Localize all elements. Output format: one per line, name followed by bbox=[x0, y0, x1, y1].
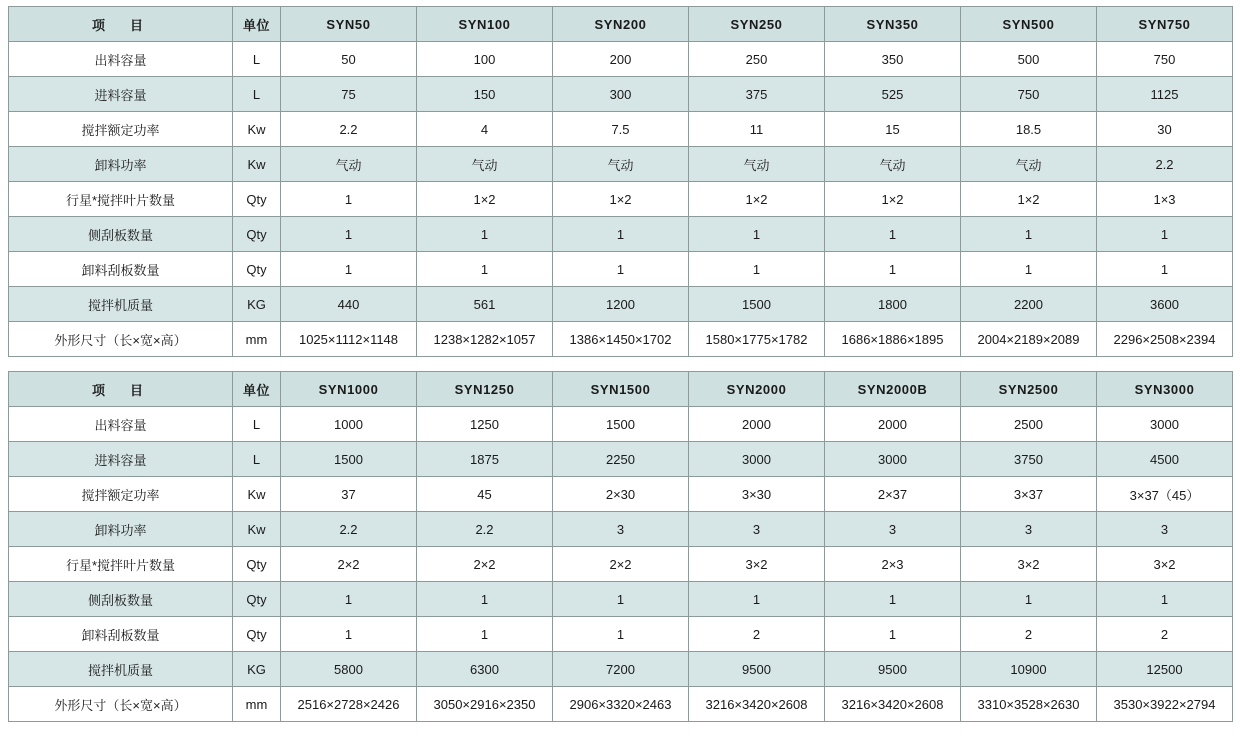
cell-value: 2500 bbox=[961, 407, 1097, 442]
cell-value: 1 bbox=[281, 252, 417, 287]
header-model: SYN2000 bbox=[689, 372, 825, 407]
row-label: 进料容量 bbox=[9, 442, 233, 477]
row-label: 侧刮板数量 bbox=[9, 217, 233, 252]
cell-value: 气动 bbox=[689, 147, 825, 182]
cell-value: 9500 bbox=[825, 652, 961, 687]
cell-value: 1 bbox=[417, 582, 553, 617]
cell-value: 1 bbox=[689, 252, 825, 287]
cell-value: 12500 bbox=[1097, 652, 1233, 687]
row-label: 外形尺寸（长×宽×高） bbox=[9, 322, 233, 357]
cell-value: 1 bbox=[281, 182, 417, 217]
row-unit: L bbox=[233, 77, 281, 112]
cell-value: 2×3 bbox=[825, 547, 961, 582]
row-label: 行星*搅拌叶片数量 bbox=[9, 547, 233, 582]
table-row bbox=[9, 147, 1233, 182]
header-model: SYN500 bbox=[961, 7, 1097, 42]
header-model: SYN100 bbox=[417, 7, 553, 42]
cell-value: 1 bbox=[961, 252, 1097, 287]
row-unit: Qty bbox=[233, 582, 281, 617]
row-label: 搅拌额定功率 bbox=[9, 477, 233, 512]
table-row bbox=[9, 77, 1233, 112]
cell-value: 3050×2916×2350 bbox=[417, 687, 553, 722]
cell-value: 1 bbox=[281, 217, 417, 252]
row-label: 卸料功率 bbox=[9, 512, 233, 547]
row-label: 行星*搅拌叶片数量 bbox=[9, 182, 233, 217]
cell-value: 3 bbox=[961, 512, 1097, 547]
cell-value: 11 bbox=[689, 112, 825, 147]
cell-value: 1500 bbox=[281, 442, 417, 477]
header-model: SYN350 bbox=[825, 7, 961, 42]
cell-value: 6300 bbox=[417, 652, 553, 687]
cell-value: 1 bbox=[281, 617, 417, 652]
cell-value: 3×30 bbox=[689, 477, 825, 512]
cell-value: 3310×3528×2630 bbox=[961, 687, 1097, 722]
cell-value: 气动 bbox=[825, 147, 961, 182]
row-label: 卸料功率 bbox=[9, 147, 233, 182]
row-label: 侧刮板数量 bbox=[9, 582, 233, 617]
cell-value: 3000 bbox=[1097, 407, 1233, 442]
row-label: 进料容量 bbox=[9, 77, 233, 112]
row-unit: Kw bbox=[233, 112, 281, 147]
cell-value: 2000 bbox=[689, 407, 825, 442]
table-row bbox=[9, 42, 1233, 77]
table-row bbox=[9, 477, 1233, 512]
cell-value: 2 bbox=[961, 617, 1097, 652]
cell-value: 2000 bbox=[825, 407, 961, 442]
cell-value: 3 bbox=[1097, 512, 1233, 547]
cell-value: 1 bbox=[553, 582, 689, 617]
cell-value: 3750 bbox=[961, 442, 1097, 477]
header-model: SYN750 bbox=[1097, 7, 1233, 42]
cell-value: 1125 bbox=[1097, 77, 1233, 112]
cell-value: 3 bbox=[689, 512, 825, 547]
cell-value: 7200 bbox=[553, 652, 689, 687]
cell-value: 3 bbox=[825, 512, 961, 547]
cell-value: 2250 bbox=[553, 442, 689, 477]
cell-value: 2 bbox=[689, 617, 825, 652]
cell-value: 10900 bbox=[961, 652, 1097, 687]
cell-value: 1 bbox=[553, 252, 689, 287]
cell-value: 2×37 bbox=[825, 477, 961, 512]
cell-value: 3 bbox=[553, 512, 689, 547]
cell-value: 2.2 bbox=[1097, 147, 1233, 182]
cell-value: 1 bbox=[553, 617, 689, 652]
cell-value: 气动 bbox=[553, 147, 689, 182]
row-unit: KG bbox=[233, 652, 281, 687]
cell-value: 1500 bbox=[553, 407, 689, 442]
cell-value: 2200 bbox=[961, 287, 1097, 322]
header-item: 项 目 bbox=[9, 372, 233, 407]
cell-value: 1 bbox=[825, 617, 961, 652]
cell-value: 150 bbox=[417, 77, 553, 112]
row-label: 搅拌机质量 bbox=[9, 287, 233, 322]
cell-value: 1 bbox=[417, 617, 553, 652]
cell-value: 1×2 bbox=[825, 182, 961, 217]
cell-value: 525 bbox=[825, 77, 961, 112]
cell-value: 1 bbox=[825, 252, 961, 287]
cell-value: 300 bbox=[553, 77, 689, 112]
header-unit: 单位 bbox=[233, 372, 281, 407]
cell-value: 1875 bbox=[417, 442, 553, 477]
row-unit: mm bbox=[233, 322, 281, 357]
cell-value: 1 bbox=[689, 582, 825, 617]
header-unit: 单位 bbox=[233, 7, 281, 42]
cell-value: 7.5 bbox=[553, 112, 689, 147]
cell-value: 3×2 bbox=[689, 547, 825, 582]
cell-value: 1386×1450×1702 bbox=[553, 322, 689, 357]
table-row bbox=[9, 182, 1233, 217]
cell-value: 561 bbox=[417, 287, 553, 322]
table-row bbox=[9, 407, 1233, 442]
cell-value: 1200 bbox=[553, 287, 689, 322]
cell-value: 2.2 bbox=[281, 512, 417, 547]
table-row bbox=[9, 287, 1233, 322]
row-label: 卸料刮板数量 bbox=[9, 617, 233, 652]
cell-value: 1250 bbox=[417, 407, 553, 442]
table-row bbox=[9, 252, 1233, 287]
header-model: SYN2500 bbox=[961, 372, 1097, 407]
cell-value: 250 bbox=[689, 42, 825, 77]
cell-value: 750 bbox=[961, 77, 1097, 112]
row-label: 卸料刮板数量 bbox=[9, 252, 233, 287]
row-label: 搅拌额定功率 bbox=[9, 112, 233, 147]
cell-value: 1 bbox=[1097, 582, 1233, 617]
table-row bbox=[9, 112, 1233, 147]
row-label: 出料容量 bbox=[9, 42, 233, 77]
cell-value: 气动 bbox=[961, 147, 1097, 182]
cell-value: 1025×1112×1148 bbox=[281, 322, 417, 357]
row-unit: Kw bbox=[233, 147, 281, 182]
header-model: SYN2000B bbox=[825, 372, 961, 407]
cell-value: 气动 bbox=[417, 147, 553, 182]
row-unit: L bbox=[233, 442, 281, 477]
cell-value: 1 bbox=[961, 582, 1097, 617]
row-unit: Kw bbox=[233, 477, 281, 512]
row-unit: L bbox=[233, 407, 281, 442]
cell-value: 1000 bbox=[281, 407, 417, 442]
cell-value: 3×37 bbox=[961, 477, 1097, 512]
cell-value: 1 bbox=[961, 217, 1097, 252]
header-model: SYN3000 bbox=[1097, 372, 1233, 407]
cell-value: 3×37（45） bbox=[1097, 477, 1233, 512]
row-unit: Kw bbox=[233, 512, 281, 547]
table-row bbox=[9, 687, 1233, 722]
cell-value: 1238×1282×1057 bbox=[417, 322, 553, 357]
cell-value: 3530×3922×2794 bbox=[1097, 687, 1233, 722]
row-label: 出料容量 bbox=[9, 407, 233, 442]
header-item: 项 目 bbox=[9, 7, 233, 42]
cell-value: 3×2 bbox=[961, 547, 1097, 582]
cell-value: 50 bbox=[281, 42, 417, 77]
row-unit: KG bbox=[233, 287, 281, 322]
table-row bbox=[9, 582, 1233, 617]
cell-value: 1 bbox=[1097, 252, 1233, 287]
table-row bbox=[9, 547, 1233, 582]
cell-value: 2×2 bbox=[281, 547, 417, 582]
row-unit: Qty bbox=[233, 547, 281, 582]
row-unit: Qty bbox=[233, 617, 281, 652]
cell-value: 3216×3420×2608 bbox=[825, 687, 961, 722]
cell-value: 15 bbox=[825, 112, 961, 147]
cell-value: 3000 bbox=[689, 442, 825, 477]
cell-value: 18.5 bbox=[961, 112, 1097, 147]
table-row bbox=[9, 322, 1233, 357]
cell-value: 2004×2189×2089 bbox=[961, 322, 1097, 357]
cell-value: 2296×2508×2394 bbox=[1097, 322, 1233, 357]
cell-value: 45 bbox=[417, 477, 553, 512]
cell-value: 1 bbox=[825, 217, 961, 252]
header-model: SYN1000 bbox=[281, 372, 417, 407]
table-row bbox=[9, 217, 1233, 252]
cell-value: 100 bbox=[417, 42, 553, 77]
cell-value: 9500 bbox=[689, 652, 825, 687]
cell-value: 375 bbox=[689, 77, 825, 112]
cell-value: 500 bbox=[961, 42, 1097, 77]
spec-table-2 bbox=[8, 371, 1233, 722]
cell-value: 3×2 bbox=[1097, 547, 1233, 582]
cell-value: 1×2 bbox=[553, 182, 689, 217]
header-model: SYN250 bbox=[689, 7, 825, 42]
cell-value: 4500 bbox=[1097, 442, 1233, 477]
row-unit: L bbox=[233, 42, 281, 77]
cell-value: 1 bbox=[689, 217, 825, 252]
row-label: 搅拌机质量 bbox=[9, 652, 233, 687]
cell-value: 75 bbox=[281, 77, 417, 112]
cell-value: 2.2 bbox=[281, 112, 417, 147]
cell-value: 2×2 bbox=[553, 547, 689, 582]
cell-value: 1800 bbox=[825, 287, 961, 322]
cell-value: 2516×2728×2426 bbox=[281, 687, 417, 722]
cell-value: 1×2 bbox=[689, 182, 825, 217]
row-unit: mm bbox=[233, 687, 281, 722]
cell-value: 2 bbox=[1097, 617, 1233, 652]
table-row bbox=[9, 512, 1233, 547]
header-model: SYN50 bbox=[281, 7, 417, 42]
cell-value: 1500 bbox=[689, 287, 825, 322]
cell-value: 1 bbox=[281, 582, 417, 617]
cell-value: 3216×3420×2608 bbox=[689, 687, 825, 722]
cell-value: 1 bbox=[417, 252, 553, 287]
cell-value: 1 bbox=[825, 582, 961, 617]
header-model: SYN200 bbox=[553, 7, 689, 42]
row-label: 外形尺寸（长×宽×高） bbox=[9, 687, 233, 722]
table-header-row bbox=[9, 372, 1233, 407]
row-unit: Qty bbox=[233, 252, 281, 287]
header-model: SYN1250 bbox=[417, 372, 553, 407]
row-unit: Qty bbox=[233, 217, 281, 252]
header-model: SYN1500 bbox=[553, 372, 689, 407]
cell-value: 2.2 bbox=[417, 512, 553, 547]
cell-value: 1686×1886×1895 bbox=[825, 322, 961, 357]
spec-table-1 bbox=[8, 6, 1233, 357]
cell-value: 1×2 bbox=[961, 182, 1097, 217]
cell-value: 1 bbox=[1097, 217, 1233, 252]
cell-value: 3600 bbox=[1097, 287, 1233, 322]
table-row bbox=[9, 442, 1233, 477]
cell-value: 1580×1775×1782 bbox=[689, 322, 825, 357]
cell-value: 350 bbox=[825, 42, 961, 77]
cell-value: 750 bbox=[1097, 42, 1233, 77]
cell-value: 5800 bbox=[281, 652, 417, 687]
cell-value: 1 bbox=[417, 217, 553, 252]
table-row bbox=[9, 617, 1233, 652]
cell-value: 2×2 bbox=[417, 547, 553, 582]
cell-value: 4 bbox=[417, 112, 553, 147]
cell-value: 3000 bbox=[825, 442, 961, 477]
cell-value: 1 bbox=[553, 217, 689, 252]
cell-value: 2906×3320×2463 bbox=[553, 687, 689, 722]
cell-value: 37 bbox=[281, 477, 417, 512]
cell-value: 440 bbox=[281, 287, 417, 322]
table-header-row bbox=[9, 7, 1233, 42]
cell-value: 2×30 bbox=[553, 477, 689, 512]
cell-value: 30 bbox=[1097, 112, 1233, 147]
cell-value: 1×3 bbox=[1097, 182, 1233, 217]
cell-value: 200 bbox=[553, 42, 689, 77]
table-row bbox=[9, 652, 1233, 687]
cell-value: 1×2 bbox=[417, 182, 553, 217]
cell-value: 气动 bbox=[281, 147, 417, 182]
row-unit: Qty bbox=[233, 182, 281, 217]
